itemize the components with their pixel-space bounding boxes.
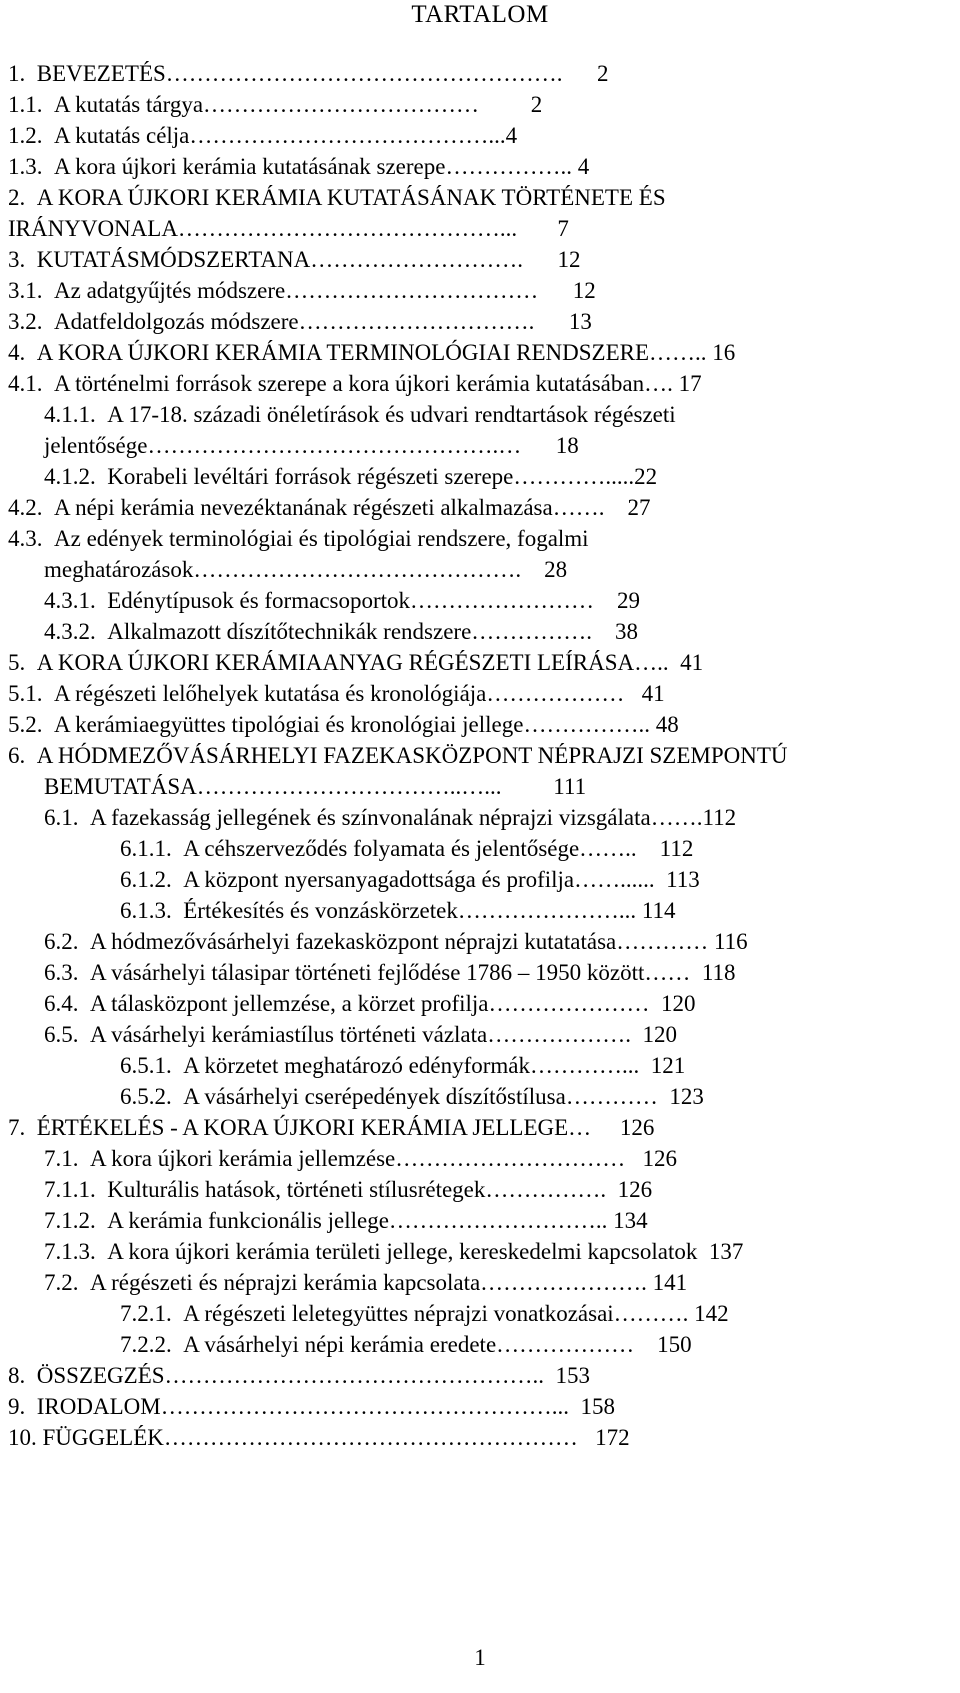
- toc-entry-7-1-2: 7.1.2. A kerámia funkcionális jellege……………………….. 134: [44, 1208, 648, 1233]
- toc-entry-7: 7. ÉRTÉKELÉS - A KORA ÚJKORI KERÁMIA JELLEGE… 126: [8, 1115, 655, 1140]
- toc-entry-1-3: 1.3. A kora újkori kerámia kutatásának szerepe…………….. 4: [8, 154, 590, 179]
- toc-entry-3-1: 3.1. Az adatgyűjtés módszere…………………………… 12: [8, 278, 596, 303]
- toc-entry-4-2: 4.2. A népi kerámia nevezéktanának régészeti alkalmazása……. 27: [8, 495, 651, 520]
- toc-entry-6-1-2: 6.1.2. A központ nyersanyagadottsága és profilja……...... 113: [120, 867, 700, 892]
- toc-entry-4-1-2: 4.1.2. Korabeli levéltári források régészeti szerepe………….....22: [44, 464, 658, 489]
- toc-entry-10: 10. FÜGGELÉK……………………………………………… 172: [8, 1425, 630, 1450]
- toc-entry-5-1: 5.1. A régészeti lelőhelyek kutatása és kronológiája……………… 41: [8, 681, 665, 706]
- toc-entry-3: 3. KUTATÁSMÓDSZERTANA………………………. 12: [8, 247, 581, 272]
- toc-entry-5-2: 5.2. A kerámiaegyüttes tipológiai és kronológiai jellege…………….. 48: [8, 712, 679, 737]
- toc-entry-4-3-2: 4.3.2. Alkalmazott díszítőtechnikák rendszere……………. 38: [44, 619, 639, 644]
- page-title: TARTALOM: [411, 1, 549, 28]
- toc-entry-8: 8. ÖSSZEGZÉS………………………………………….. 153: [8, 1363, 591, 1388]
- toc-entry-7-2: 7.2. A régészeti és néprajzi kerámia kapcsolata…………………. 141: [44, 1270, 688, 1295]
- page-number: 1: [474, 1645, 486, 1670]
- toc-entry-4-3-cont: meghatározások……………………………………. 28: [44, 557, 568, 582]
- toc-entry-9: 9. IRODALOM……………………………………………... 158: [8, 1394, 615, 1419]
- toc-entry-6-1-3: 6.1.3. Értékesítés és vonzáskörzetek…………………... 114: [120, 898, 676, 923]
- toc-entry-4-3-1: 4.3.1. Edénytípusok és formacsoportok…………………… 29: [44, 588, 641, 613]
- toc-entry-6-5: 6.5. A vásárhelyi kerámiastílus történeti vázlata………………. 120: [44, 1022, 677, 1047]
- toc-entry-7-1: 7.1. A kora újkori kerámia jellemzése………………………… 126: [44, 1146, 678, 1171]
- toc-entry-4-1-1-cont: jelentősége……………………………………….… 18: [44, 433, 579, 458]
- toc-entry-6-4: 6.4. A tálasközpont jellemzése, a körzet profilja………………… 120: [44, 991, 696, 1016]
- toc-entry-3-2: 3.2. Adatfeldolgozás módszere…………………………. 13: [8, 309, 592, 334]
- toc-entry-1-2: 1.2. A kutatás célja…………………………………...4: [8, 123, 518, 148]
- toc-entry-1: 1. BEVEZETÉS……………………………………………. 2: [8, 61, 609, 86]
- toc-entry-2: 2. A KORA ÚJKORI KERÁMIA KUTATÁSÁNAK TÖRTÉNETE ÉS: [8, 185, 666, 210]
- toc-entry-4-1: 4.1. A történelmi források szerepe a kora újkori kerámia kutatásában…. 17: [8, 371, 702, 396]
- toc-entry-6-5-2: 6.5.2. A vásárhelyi cserépedények díszítőstílusa………… 123: [120, 1084, 704, 1109]
- toc-entry-4-3: 4.3. Az edények terminológiai és tipológiai rendszere, fogalmi: [8, 526, 589, 551]
- toc-entry-6-1-1: 6.1.1. A céhszerveződés folyamata és jelentősége…….. 112: [120, 836, 694, 861]
- toc-entry-5: 5. A KORA ÚJKORI KERÁMIAANYAG RÉGÉSZETI LEÍRÁSA….. 41: [8, 650, 704, 675]
- toc-entry-4-1-1: 4.1.1. A 17-18. századi önéletírások és udvari rendtartások régészeti: [44, 402, 676, 427]
- toc-entry-6-5-1: 6.5.1. A körzetet meghatározó edényformák…………... 121: [120, 1053, 686, 1078]
- toc-entry-6-cont: BEMUTATÁSA……………………………..…... 111: [44, 774, 587, 799]
- toc-entry-6-3: 6.3. A vásárhelyi tálasipar történeti fejlődése 1786 – 1950 között…… 118: [44, 960, 736, 985]
- toc-entry-2-cont: IRÁNYVONALA……………………………………... 7: [8, 216, 569, 241]
- toc-entry-7-2-1: 7.2.1. A régészeti leletegyüttes néprajzi vonatkozásai………. 142: [120, 1301, 729, 1326]
- toc-entry-4: 4. A KORA ÚJKORI KERÁMIA TERMINOLÓGIAI RENDSZERE…….. 16: [8, 340, 736, 365]
- toc-entry-7-1-3: 7.1.3. A kora újkori kerámia területi jellege, kereskedelmi kapcsolatok 137: [44, 1239, 744, 1264]
- toc-entry-6-1: 6.1. A fazekasság jellegének és színvonalának néprajzi vizsgálata…….112: [44, 805, 737, 830]
- toc-entry-6-2: 6.2. A hódmezővásárhelyi fazekasközpont néprajzi kutatatása………… 116: [44, 929, 748, 954]
- toc-entry-7-2-2: 7.2.2. A vásárhelyi népi kerámia eredete……………… 150: [120, 1332, 692, 1357]
- toc-entry-6: 6. A HÓDMEZŐVÁSÁRHELYI FAZEKASKÖZPONT NÉPRAJZI SZEMPONTÚ: [8, 743, 788, 768]
- toc-entry-7-1-1: 7.1.1. Kulturális hatások, történeti stílusrétegek……………. 126: [44, 1177, 653, 1202]
- toc-entry-1-1: 1.1. A kutatás tárgya……………………………… 2: [8, 92, 543, 117]
